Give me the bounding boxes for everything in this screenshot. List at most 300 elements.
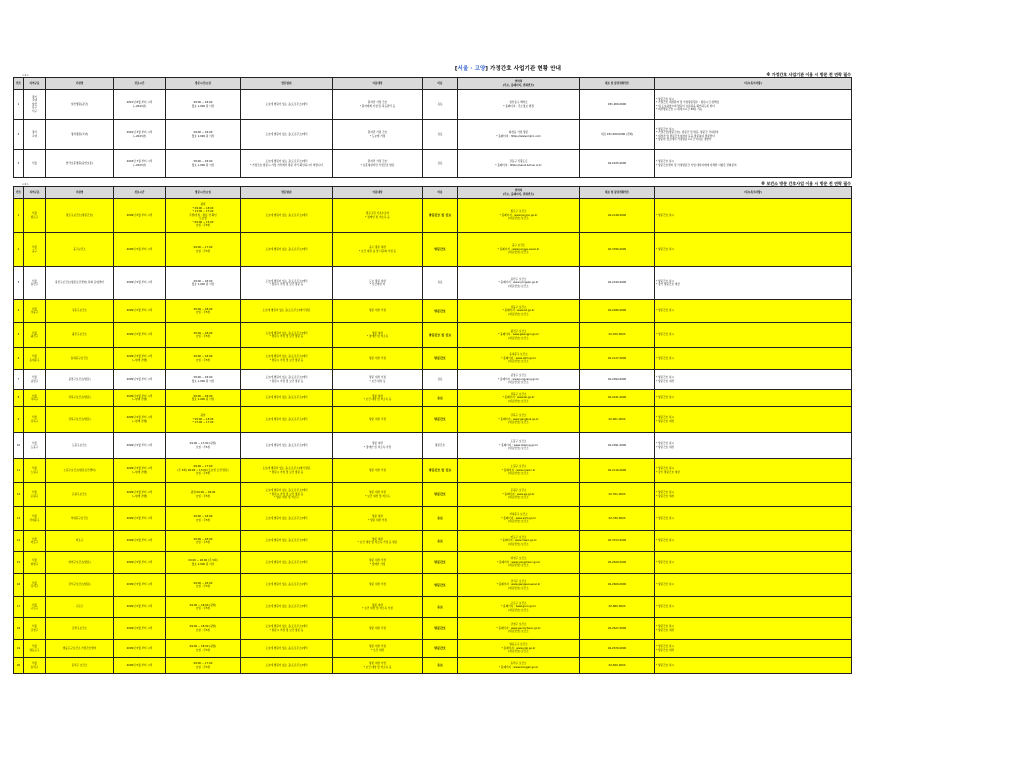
cell-visit: 09:00 ~ 18:00 요일 : 주5일 bbox=[166, 300, 241, 323]
cell-cost: 방문간호 및 진료 bbox=[423, 459, 458, 483]
cell-note: * 방문간호 실시 bbox=[655, 348, 852, 370]
cell-name: 강서구보건소(방문) bbox=[46, 574, 114, 597]
cell-region: 서울 마포구 bbox=[24, 531, 46, 552]
cell-contact: 금천구 보건소 * 홈페이지 : www.geumcheon.go.kr (대표번호) 보건소 bbox=[458, 618, 580, 640]
cell-range: 도보에 병원이 있는 곳(도로주소)에서 bbox=[241, 433, 333, 459]
cell-range: 도보에 병원이 있는 곳(도로주소)에서 bbox=[241, 120, 333, 150]
table-row bbox=[14, 574, 852, 597]
cell-contact: 일산동구 백마로 * 홈페이지 : 주소정보 변경 bbox=[458, 90, 580, 120]
cell-phone: 02-860-0000 bbox=[580, 597, 655, 618]
cell-note: * 방문간호 실시 * 방문간호 대상 bbox=[655, 618, 852, 640]
cell-name: 영등포구보건소 가정간호센터 bbox=[46, 640, 114, 658]
table-row bbox=[14, 390, 852, 407]
cell-cost: 방문간호 bbox=[423, 433, 458, 459]
cell-target: 방문 대상 가정 * 보건 대상 bbox=[333, 640, 423, 658]
cell-hours: 2015년 8월 부터 시작 (~2023년) bbox=[114, 90, 166, 120]
cell-phone: 02-330-0000 bbox=[580, 507, 655, 531]
column-header-no: 번호 bbox=[14, 78, 24, 90]
cell-note: * 방문간호 실시 * 장기 방문간호 대상 bbox=[655, 459, 852, 483]
cell-region: 서울 노원구 bbox=[24, 459, 46, 483]
cell-region: 서울 bbox=[24, 150, 46, 178]
page-title: [서울 · 고양] 가정간호 사업기관 현황 안내 bbox=[454, 66, 562, 72]
cell-range: 도보에 병원이 있는 곳(도로주소)에서 * 방문시 가정 및 보건 방문 등 bbox=[241, 267, 333, 300]
cell-range: 도보에 병원이 있는 곳(도로주소)에서 * 가정간호 방문시 가정 거리에서 방문 거리 확인하시기 바랍니다 bbox=[241, 150, 333, 178]
cell-range: 도보에 병원이 있는 곳(도로주소)에서 bbox=[241, 658, 333, 674]
cell-note: * 방문간호 실시 bbox=[655, 597, 852, 618]
table-row bbox=[14, 552, 852, 574]
cell-no: 1 bbox=[14, 199, 24, 233]
cell-region: 경기 고양 bbox=[24, 120, 46, 150]
column-header-region: 지역구분 bbox=[24, 78, 46, 90]
table-row bbox=[14, 459, 852, 483]
cell-region: 서울 도봉구 bbox=[24, 433, 46, 459]
column-header-contact: 연락처 (주소, 홈페이지, 전화번호) bbox=[458, 78, 580, 90]
table-row bbox=[14, 348, 852, 370]
table-row bbox=[14, 407, 852, 433]
cell-contact: 도봉구 보건소 * 홈페이지 : www.dobong.go.kr (대표번호) 보건소 bbox=[458, 433, 580, 459]
cell-hours: 2009년 5월 부터 시작 bbox=[114, 640, 166, 658]
cell-hours: 2010년 3월 부터 시작 (~2023년) bbox=[114, 120, 166, 150]
cell-target: 종로구민 기초수급자 * 장애인 및 저소득 등 bbox=[333, 199, 423, 233]
cell-no: 15 bbox=[14, 552, 24, 574]
cell-cost: 유료 bbox=[423, 120, 458, 150]
cell-contact: 양천구 보건소 * 홈페이지 : www.yangcheon.go.kr (대표번호) 보건소 bbox=[458, 552, 580, 574]
cell-note: * 방문간호 실시 bbox=[655, 658, 852, 674]
cell-hours: 2003년 7월 부터 시작 (~2023년) bbox=[114, 150, 166, 178]
cell-phone: 02-2620-0000 bbox=[580, 552, 655, 574]
cell-visit: 09:00 ~ 18:00 (평일) 요일 : 주5일 bbox=[166, 640, 241, 658]
cell-cost: 방문간호 및 진료 bbox=[423, 323, 458, 348]
cell-hours: 2009년 5월 부터 시작 bbox=[114, 618, 166, 640]
cell-name: 마포구 bbox=[46, 531, 114, 552]
cell-cost: 방문간호 bbox=[423, 483, 458, 507]
cell-target: 방문 대상 * 보건 대상 및 저소득 등 bbox=[333, 390, 423, 407]
cell-hours: 2009년 5월 부터 시작 (~현재 진행) bbox=[114, 348, 166, 370]
cell-hours: 2009년 5월 부터 시작 (~현재 진행) bbox=[114, 483, 166, 507]
cell-visit: 평일 * 09:00 ~ 18:00 * 13:00 ~ 17:00 bbox=[166, 407, 241, 433]
cell-target: 중구 방문 대상 * 보건 대상 중 및 다문화 가정 등 bbox=[333, 233, 423, 267]
cell-region: 서울 은평구 bbox=[24, 483, 46, 507]
cell-range: 도보에 병원이 있는 곳(도로주소)에서 bbox=[241, 199, 333, 233]
cell-note: * 방문간호 실시 * 방문간호 대상 bbox=[655, 407, 852, 433]
cell-range: 도보에 병원이 있는 곳(도로주소)에서 bbox=[241, 574, 333, 597]
cell-contact: 구로구 보건소 * 홈페이지 : www.guro.go.kr (대표번호) 보건소 bbox=[458, 597, 580, 618]
cell-name: 은평구보건소 bbox=[46, 483, 114, 507]
cell-visit: 09:00 ~ 18:00 월요 1,000 원 이상 bbox=[166, 267, 241, 300]
cell-target: 방문 대상 가정 bbox=[333, 459, 423, 483]
cell-target: 방문 대상 * 장애인 및 저소득 bbox=[333, 323, 423, 348]
cell-visit: 09:00 ~ 17:00 요일 : 주5일 bbox=[166, 233, 241, 267]
cell-visit: 평일 * 09:00 ~ 18:00 * 13:00 ~ 17:00 주말/휴일 : 방문 전 확인 토요일 * 09:00 ~ 13:00 요일 : 주5일 bbox=[166, 199, 241, 233]
cell-visit: 평일 09:00 ~ 18:00 요일 : 주5일 bbox=[166, 483, 241, 507]
cell-region: 서울 강서구 bbox=[24, 574, 46, 597]
cell-phone: 02-2670-0000 bbox=[580, 640, 655, 658]
table-row bbox=[14, 90, 852, 120]
cell-hours: 2009년 5월 부터 시작 bbox=[114, 370, 166, 390]
cell-name: 노원구보건소(방문보건센터) bbox=[46, 459, 114, 483]
cell-name: 금천구보건소 bbox=[46, 618, 114, 640]
cell-range: 도보에 병원이 있는 곳(도로주소)에서 * 방문시 가정 및 보건 방문 등 * 방문 대상 및 저소득 bbox=[241, 483, 333, 507]
cell-note: * 방문간호 실시 * 가정간호 대상환자 및 가정방문횟수 : 방문시간 정해짐 * 위 도보하였으며 방문이 초과됨을 확인하도록 한다 * 대상방문간호 시 최대 1시간 30분 가능 bbox=[655, 90, 852, 120]
cell-cost: 유료 bbox=[423, 531, 458, 552]
cell-name: 중구보건소 bbox=[46, 233, 114, 267]
column-header-visit: 방문시간/요일 bbox=[166, 187, 241, 199]
cell-visit: 09:00 ~ 18:00 요일 : 주5일 bbox=[166, 574, 241, 597]
cell-name: 광진구보건소 bbox=[46, 323, 114, 348]
column-header-target: 이용대상 bbox=[333, 187, 423, 199]
cell-visit: 09:00 ~ 18:00 월요 1,000 원 이상 bbox=[166, 370, 241, 390]
cell-no: 13 bbox=[14, 507, 24, 531]
cell-range: 도보에 병원이 있는 곳(도로주소)에서 * 방문시 가정 및 보건 방문 등 bbox=[241, 348, 333, 370]
cell-region: 서울 중구 bbox=[24, 233, 46, 267]
cell-no: 10 bbox=[14, 433, 24, 459]
cell-hours: 2009년 5월 부터 시작 bbox=[114, 574, 166, 597]
cell-name: 구로구 bbox=[46, 597, 114, 618]
cell-phone: 02-2241-0000 bbox=[580, 390, 655, 407]
cell-no: 3 bbox=[14, 267, 24, 300]
cell-contact: 동작구 보건소 * 홈페이지 : www.dongjak.go.kr bbox=[458, 658, 580, 674]
cell-target: 방문 대상 가정 bbox=[333, 574, 423, 597]
cell-no: 18 bbox=[14, 618, 24, 640]
cell-note: * 방문간호 실시 bbox=[655, 323, 852, 348]
cell-region: 서울 강북구 bbox=[24, 407, 46, 433]
column-header-name: 기관명 bbox=[46, 78, 114, 90]
table-section1 bbox=[13, 77, 852, 178]
cell-target: 방문 대상 * 보건 대상 및 저소득 가정 등 방문 bbox=[333, 531, 423, 552]
cell-contact: 강북구 보건소 * 홈페이지 : www.gangbuk.go.kr (대표번호) 보건소 bbox=[458, 407, 580, 433]
cell-contact: 은평구 보건소 * 홈페이지 : www.ep.go.kr (대표번호) 보건소 bbox=[458, 483, 580, 507]
cell-name: 성동구보건소 bbox=[46, 300, 114, 323]
cell-region: 서울 종로구 bbox=[24, 199, 46, 233]
table-row bbox=[14, 507, 852, 531]
table-row bbox=[14, 433, 852, 459]
column-header-note: 비고(특이사항) bbox=[655, 187, 852, 199]
cell-note: * 방문간호 실시 bbox=[655, 300, 852, 323]
cell-hours: 2009년 5월 부터 시작 bbox=[114, 433, 166, 459]
cell-contact: 강서구 보건소 * 홈페이지 : www.gangseo.seoul.kr (대표번호) 보건소 bbox=[458, 574, 580, 597]
table-row bbox=[14, 199, 852, 233]
cell-no: 4 bbox=[14, 300, 24, 323]
cell-visit: 09:00 ~ 18:00 요일 : 주5일 bbox=[166, 531, 241, 552]
cell-phone: 02-2148-0000 bbox=[580, 199, 655, 233]
cell-region: 서울 영등포구 bbox=[24, 640, 46, 658]
cell-region: 서울 광진구 bbox=[24, 323, 46, 348]
cell-contact: 용산구 보건소 * 홈페이지 : www.yongsan.go.kr (대표번호) 보건소 bbox=[458, 267, 580, 300]
cell-cost: 유료 bbox=[423, 507, 458, 531]
cell-region: 서울 중랑구 bbox=[24, 370, 46, 390]
cell-region: 서울 구로구 bbox=[24, 597, 46, 618]
cell-cost: 방문간호 bbox=[423, 552, 458, 574]
cell-visit: 09:00 ~ 18:00 (주 5회) 월요 1,000 원 이상 bbox=[166, 552, 241, 574]
column-header-phone: 대표 및 담당전화번호 bbox=[580, 78, 655, 90]
column-header-visit: 방문시간/요일 bbox=[166, 78, 241, 90]
cell-region: 서울 서대문구 bbox=[24, 507, 46, 531]
cell-name: 강북구보건소(방문) bbox=[46, 407, 114, 433]
cell-target: 환자만 가정 간호 * 환자에게 가정 및 치료관리 등 bbox=[333, 90, 423, 120]
cell-note: * 방문간호 실시 * 방문간호 대상 bbox=[655, 483, 852, 507]
cell-phone: 02-2094-0000 bbox=[580, 370, 655, 390]
cell-target: 방문 대상 * 보건 대상 및 저소득 가정 bbox=[333, 597, 423, 618]
cell-region: 서울 성동구 bbox=[24, 300, 46, 323]
cell-note: * 방문간호 실시 * 장기 방문간호 대상 bbox=[655, 267, 852, 300]
cell-name: 도봉구보건소 bbox=[46, 433, 114, 459]
cell-range: 도보에 병원이 있는 곳(도로주소)에서 bbox=[241, 233, 333, 267]
cell-visit: 09:00 ~ 17:00 (주 5회) 09:00 ~ 13:00 (토요일 오전 방문) 요일 : 주5일 bbox=[166, 459, 241, 483]
cell-target: 방문 대상 가정 * 보건 대상 및 저소득 등 bbox=[333, 658, 423, 674]
cell-hours: 2009년 5월 부터 시작 bbox=[114, 507, 166, 531]
cell-target: 방문 대상 * 방문 대상 가정 bbox=[333, 507, 423, 531]
cell-cost: 방문간호 bbox=[423, 574, 458, 597]
cell-phone: 02-3153-0000 bbox=[580, 531, 655, 552]
cell-contact: 성북구 보건소 * 홈페이지 : www.sb.go.kr (대표번호) 보건소 bbox=[458, 390, 580, 407]
cell-phone: 02-2199-0000 bbox=[580, 267, 655, 300]
cell-range: 도보에 병원이 있는 곳(도로주소)에서 bbox=[241, 552, 333, 574]
column-header-name: 기관명 bbox=[46, 187, 114, 199]
cell-range: 도보에 병원이 있는 곳(도로주소)에서 bbox=[241, 531, 333, 552]
cell-hours: 2009년 5월 부터 시작 bbox=[114, 233, 166, 267]
cell-cost: 방문간호 및 진료 bbox=[423, 199, 458, 233]
column-header-cost: 비용 bbox=[423, 78, 458, 90]
cell-phone: 02-2286-0000 bbox=[580, 300, 655, 323]
cell-region: 서울 성북구 bbox=[24, 390, 46, 407]
cell-name: 동대문구보건소 bbox=[46, 348, 114, 370]
cell-range: 도보에 병원이 있는 곳(도로주소)에서 bbox=[241, 597, 333, 618]
cell-note: * 방문간호 실시 bbox=[655, 552, 852, 574]
cell-contact: 중랑구 보건소 * 홈페이지 : www.jungnang.go.kr (대표번호) 보건소 bbox=[458, 370, 580, 390]
cell-name: 서대문구보건소 bbox=[46, 507, 114, 531]
cell-range: 도보에 병원이 있는 곳(도로주소)에서 방문 bbox=[241, 300, 333, 323]
cell-range: 도보에 병원이 있는 곳(도로주소)에서 bbox=[241, 407, 333, 433]
table-row bbox=[14, 597, 852, 618]
cell-no: 20 bbox=[14, 658, 24, 674]
table-row bbox=[14, 150, 852, 178]
cell-visit: 09:00 ~ 18:00 월요 1,000 원 이상 bbox=[166, 150, 241, 178]
table-row bbox=[14, 531, 852, 552]
cell-range: 도보에 병원이 있는 곳(도로주소)에서 * 방문시 가정 및 보건 방문 등 bbox=[241, 323, 333, 348]
cell-no: 17 bbox=[14, 597, 24, 618]
cell-target: 도보 방문 대상 * 보건대상 자 bbox=[333, 267, 423, 300]
cell-contact: 중구 보건소 * 홈페이지 : www.junggu.seoul.kr (대표번호) 보건소 bbox=[458, 233, 580, 267]
cell-target: 환자만 가정 간호 * 도보에 가정 bbox=[333, 120, 423, 150]
cell-region: 서울 금천구 bbox=[24, 618, 46, 640]
section1-caption: ※ 가정간호 사업기관 이용 시 방문 전 연락 필수 bbox=[766, 72, 851, 77]
cell-cost: 방문간호 bbox=[423, 300, 458, 323]
cell-note: * 방문간호 실시 * 방문간호 대상 bbox=[655, 640, 852, 658]
cell-target: 방문 대상 가정 bbox=[333, 300, 423, 323]
cell-hours: 2009년 5월 부터 시작 bbox=[114, 323, 166, 348]
cell-cost: 유료 bbox=[423, 267, 458, 300]
cell-region: 서울 동대문구 bbox=[24, 348, 46, 370]
cell-no: 2 bbox=[14, 120, 24, 150]
table-row bbox=[14, 120, 852, 150]
cell-visit: 09:00 ~ 17:00 (평일) 요일 : 주5일 bbox=[166, 433, 241, 459]
column-header-range: 방문범위 bbox=[241, 78, 333, 90]
column-header-region: 지역구분 bbox=[24, 187, 46, 199]
cell-no: 19 bbox=[14, 640, 24, 658]
cell-name: 양천구보건소(방문) bbox=[46, 552, 114, 574]
cell-no: 9 bbox=[14, 407, 24, 433]
cell-target: 방문 대상 * 장애인 및 저소득 가정 bbox=[333, 433, 423, 459]
cell-hours: 2009년 5월 부터 시작 bbox=[114, 199, 166, 233]
cell-contact: 노원구 보건소 * 홈페이지 : www.nowon.kr (대표번호) 보건소 bbox=[458, 459, 580, 483]
cell-phone: 02-2600-0000 bbox=[580, 574, 655, 597]
section2-label: <2> bbox=[22, 182, 29, 186]
cell-note: * 방문간호 실시 bbox=[655, 574, 852, 597]
cell-phone: 02-2091-0000 bbox=[580, 433, 655, 459]
cell-cost: 방문간호 bbox=[423, 348, 458, 370]
cell-target: 환자만 가정 간호 * 보훈대상자만 가정간호 방문 bbox=[333, 150, 423, 178]
cell-contact: 광진구 보건소 * 홈페이지 : www.gwangjin.go.kr (대표번호) 보건소 bbox=[458, 323, 580, 348]
cell-contact: 영등포구 보건소 * 홈페이지 : www.ydp.go.kr (대표번호) 보건소 bbox=[458, 640, 580, 658]
cell-hours: 2009년 5월 부터 시작 bbox=[114, 597, 166, 618]
column-header-range: 방문범위 bbox=[241, 187, 333, 199]
cell-hours: 2009년 5월 부터 시작 bbox=[114, 658, 166, 674]
cell-phone: 02-901-0000 bbox=[580, 407, 655, 433]
cell-target: 방문 대상 가정 bbox=[333, 407, 423, 433]
column-header-no: 번호 bbox=[14, 187, 24, 199]
column-header-note: 비고(특이사항) bbox=[655, 78, 852, 90]
cell-note: * 방문간호 실시 bbox=[655, 390, 852, 407]
cell-region: 서울 용산구 bbox=[24, 267, 46, 300]
cell-note: * 방문간호 실시 * 방문간호센터 및 가정방문간 사업 대상자에게 자세한 사항은 전화문의 bbox=[655, 150, 852, 178]
cell-note: * 방문간호 실시 * 방문간호 대상 bbox=[655, 433, 852, 459]
table-row bbox=[14, 658, 852, 674]
cell-no: 1 bbox=[14, 90, 24, 120]
cell-phone: 02-351-0000 bbox=[580, 483, 655, 507]
table-row bbox=[14, 640, 852, 658]
cell-range: 도보에 병원이 있는 곳(도로주소)에서 * 방문시 가정 및 보건 방문 등 bbox=[241, 370, 333, 390]
cell-no: 2 bbox=[14, 233, 24, 267]
cell-visit: 09:00 ~ 18:00 (평일) 요일 : 주5일 bbox=[166, 618, 241, 640]
cell-contact: 성동구 보건소 * 홈페이지 : www.sd.go.kr (대표번호) 보건소 bbox=[458, 300, 580, 323]
table-row bbox=[14, 233, 852, 267]
cell-name: 중랑구보건소(방문) bbox=[46, 370, 114, 390]
cell-no: 7 bbox=[14, 370, 24, 390]
cell-phone: 02-820-0000 bbox=[580, 658, 655, 674]
cell-hours: 2009년 5월 부터 시작 bbox=[114, 552, 166, 574]
table-row bbox=[14, 267, 852, 300]
cell-contact: 강동구 진황도로 * 홈페이지 : https://seoul.bohun.or.kr bbox=[458, 150, 580, 178]
cell-range: 도보에 병원이 있는 곳(도로주소)에서 bbox=[241, 640, 333, 658]
cell-target: 방문 대상 가정 * 장애인 가정 bbox=[333, 552, 423, 574]
cell-contact: 화정동 가정 방문 * 홈페이지 : https://www.mjmc.com bbox=[458, 120, 580, 150]
cell-phone: 02-2127-0000 bbox=[580, 348, 655, 370]
cell-range: 도보에 병원이 있는 곳(도로주소)에서 bbox=[241, 90, 333, 120]
cell-range: 도보에 병원이 있는 곳(도로주소)에서 bbox=[241, 507, 333, 531]
cell-no: 16 bbox=[14, 574, 24, 597]
cell-range: 도보에 병원이 있는 곳(도로주소)에서 * 방문시 가정 및 보건 방문 등 bbox=[241, 618, 333, 640]
cell-phone: 02-3396-0000 bbox=[580, 233, 655, 267]
cell-region: 경기 고양 일산 동구 서구 bbox=[24, 90, 46, 120]
cell-no: 12 bbox=[14, 483, 24, 507]
column-header-phone: 대표 및 담당전화번호 bbox=[580, 187, 655, 199]
cell-hours: 2009년 5월 부터 시작 bbox=[114, 267, 166, 300]
cell-hours: 2009년 5월 부터 시작 bbox=[114, 300, 166, 323]
column-header-hours: 진료시간 bbox=[114, 187, 166, 199]
cell-name: 동작구 보건소 bbox=[46, 658, 114, 674]
cell-contact: 서대문구 보건소 * 홈페이지 : www.sdm.go.kr (대표번호) 보건소 bbox=[458, 507, 580, 531]
cell-hours: 2009년 5월 부터 시작 bbox=[114, 531, 166, 552]
cell-cost: 방문간호 bbox=[423, 640, 458, 658]
cell-cost: 유료 bbox=[423, 390, 458, 407]
column-header-target: 이용대상 bbox=[333, 78, 423, 90]
cell-cost: 유료 bbox=[423, 597, 458, 618]
cell-name: 일산병원(공단) bbox=[46, 90, 114, 120]
cell-range: 도보에 병원이 있는 곳(도로주소)에서 bbox=[241, 390, 333, 407]
cell-note: * 방문간호 실시 bbox=[655, 233, 852, 267]
cell-visit: 09:00 ~ 18:00 월요 1,000 원 이상 bbox=[166, 90, 241, 120]
cell-visit: 09:00 ~ 18:00 월요 1,000 원 이상 bbox=[166, 390, 241, 407]
cell-hours: 2009년 5월 부터 시작 (~현재 진행) bbox=[114, 407, 166, 433]
cell-note: * 방문간호 실시 * 가정간호(방문간호), 방문간 및 방문, 방문간 각대상자 * 대상자 및 방문간호대상자 등을 방문하여 방문한다 * 방문한 장소에서 가정방문 1시간 이내로 정한다 bbox=[655, 120, 852, 150]
column-header-hours: 진료시간 bbox=[114, 78, 166, 90]
cell-visit: 09:00 ~ 17:00 요일 : 주5일 bbox=[166, 658, 241, 674]
cell-target: 방문 대상 가정 bbox=[333, 348, 423, 370]
cell-hours: 2009년 5월 부터 시작 (~현재 진행) bbox=[114, 390, 166, 407]
cell-phone: 대표 031-000-0000 (전화) bbox=[580, 120, 655, 150]
cell-cost: 유료 bbox=[423, 90, 458, 120]
cell-target: 방문 대상 가정 * 보건 대상 등 bbox=[333, 370, 423, 390]
table-row bbox=[14, 618, 852, 640]
cell-note: * 방문간호 실시 bbox=[655, 507, 852, 531]
cell-cost: 유료 bbox=[423, 370, 458, 390]
cell-no: 3 bbox=[14, 150, 24, 178]
table-section2 bbox=[13, 186, 852, 674]
cell-range: 도보에 병원이 있는 곳(도로주소)에서 방문 * 방문시 가정 및 보건 방문 등 bbox=[241, 459, 333, 483]
cell-visit: 09:00 ~ 18:00 요일 : 주5일 bbox=[166, 507, 241, 531]
section1-label: <1> bbox=[22, 73, 29, 77]
cell-no: 6 bbox=[14, 348, 24, 370]
cell-contact: 동대문구 보건소 * 홈페이지 : www.ddm.go.kr (대표번호) 보건소 bbox=[458, 348, 580, 370]
cell-no: 8 bbox=[14, 390, 24, 407]
cell-visit: 09:00 ~ 18:00 요일 : 주5일 bbox=[166, 323, 241, 348]
cell-region: 서울 양천구 bbox=[24, 552, 46, 574]
cell-name: 용산구보건소(방문보건센터) 특화 운영센터 bbox=[46, 267, 114, 300]
cell-target: 방문 대상 가정 * 보건 대상 및 저소득 bbox=[333, 483, 423, 507]
cell-phone: 02-2627-0000 bbox=[580, 618, 655, 640]
cell-visit: 09:00 ~ 18:00 월요 1,000 원 이상 bbox=[166, 120, 241, 150]
cell-no: 14 bbox=[14, 531, 24, 552]
cell-name: 한국보훈병원(중앙보훈) bbox=[46, 150, 114, 178]
cell-hours: 2009년 5월 부터 시작 (~현재 진행) bbox=[114, 459, 166, 483]
cell-phone: 031-900-0000 bbox=[580, 90, 655, 120]
cell-cost: 방문간호 bbox=[423, 407, 458, 433]
cell-note: * 방문간호 실시 * 방문간호 대상 bbox=[655, 370, 852, 390]
table-row bbox=[14, 483, 852, 507]
cell-name: 명지병원(고양) bbox=[46, 120, 114, 150]
cell-phone: 02-450-0000 bbox=[580, 323, 655, 348]
table-row bbox=[14, 370, 852, 390]
cell-contact: 마포구 보건소 * 홈페이지 : www.mapo.go.kr (대표번호) 보건소 bbox=[458, 531, 580, 552]
cell-phone: 02-2116-0000 bbox=[580, 459, 655, 483]
cell-visit: 09:00 ~ 18:00 요일 : 주5일 bbox=[166, 348, 241, 370]
cell-no: 11 bbox=[14, 459, 24, 483]
cell-cost: 유료 bbox=[423, 658, 458, 674]
cell-cost: 방문간호 bbox=[423, 233, 458, 267]
table-row bbox=[14, 323, 852, 348]
cell-note: * 방문간호 실시 bbox=[655, 531, 852, 552]
section2-caption: ※ 보건소 방문 간호사업 이용 시 방문 전 연락 필수 bbox=[761, 181, 851, 186]
cell-target: 방문 대상 가정 bbox=[333, 618, 423, 640]
cell-name: 종로구보건소(방문간호) bbox=[46, 199, 114, 233]
cell-region: 서울 동작구 bbox=[24, 658, 46, 674]
cell-note: * 방문간호 실시 bbox=[655, 199, 852, 233]
cell-visit: 09:00 ~ 18:00 (평일) 요일 : 주5일 bbox=[166, 597, 241, 618]
column-header-cost: 비용 bbox=[423, 187, 458, 199]
cell-phone: 02-2225-0000 bbox=[580, 150, 655, 178]
cell-cost: 유료 bbox=[423, 150, 458, 178]
cell-name: 성북구보건소(방문) bbox=[46, 390, 114, 407]
